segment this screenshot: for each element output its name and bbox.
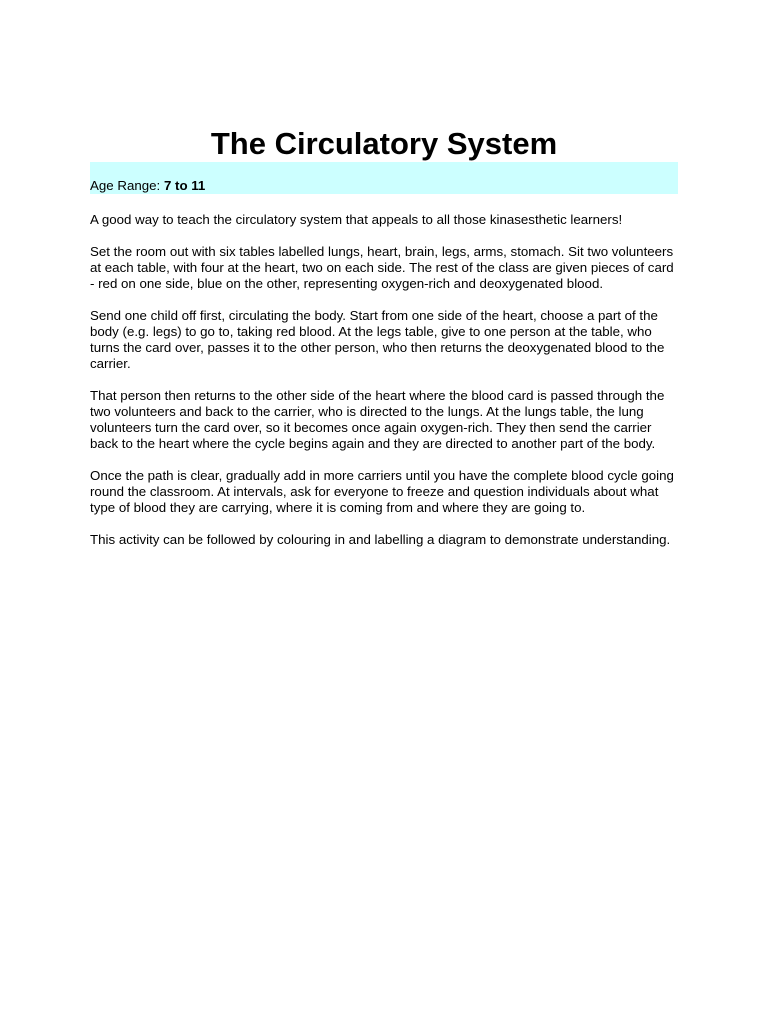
paragraph-follow-up: This activity can be followed by colouring in and labelling a diagram to demonstrate understanding. xyxy=(90,532,671,547)
age-range-label: Age Range: xyxy=(90,178,164,193)
document-page xyxy=(90,124,678,548)
age-range-band xyxy=(90,162,678,194)
paragraph-intro: A good way to teach the circulatory system that appeals to all those kinasesthetic learners! xyxy=(90,212,623,227)
paragraph-more-carriers: Once the path is clear, gradually add in more carriers until you have the complete blood cycle going round the classroom. At intervals, ask for everyone to freeze and question individuals about what type of blood they are carrying, where it is coming from and where they are going to. xyxy=(90,468,674,515)
paragraph-lungs-cycle: That person then returns to the other side of the heart where the blood card is passed through the two volunteers and back to the carrier, who is directed to the lungs. At the lungs table, the lung volunteers turn the card over, so it becomes once again oxygen-rich. They then send the carrier back to the heart where the cycle begins again and they are directed to another part of the body. xyxy=(90,388,665,451)
paragraph-first-circuit: Send one child off first, circulating the body. Start from one side of the heart, choose a part of the body (e.g. legs) to go to, taking red blood. At the legs table, give to one person at the table, who turns the card over, passes it to the other person, who then returns the deoxygenated blood to the carrier. xyxy=(90,308,665,371)
paragraph-setup: Set the room out with six tables labelled lungs, heart, brain, legs, arms, stomach. Sit two volunteers at each table, with four at the heart, two on each side. The rest of the class are given pieces of card - red on one side, blue on the other, representing oxygen-rich and deoxygenated blood. xyxy=(90,244,674,291)
age-range-value: 7 to 11 xyxy=(163,178,206,193)
document-title: The Circulatory System xyxy=(210,126,558,161)
